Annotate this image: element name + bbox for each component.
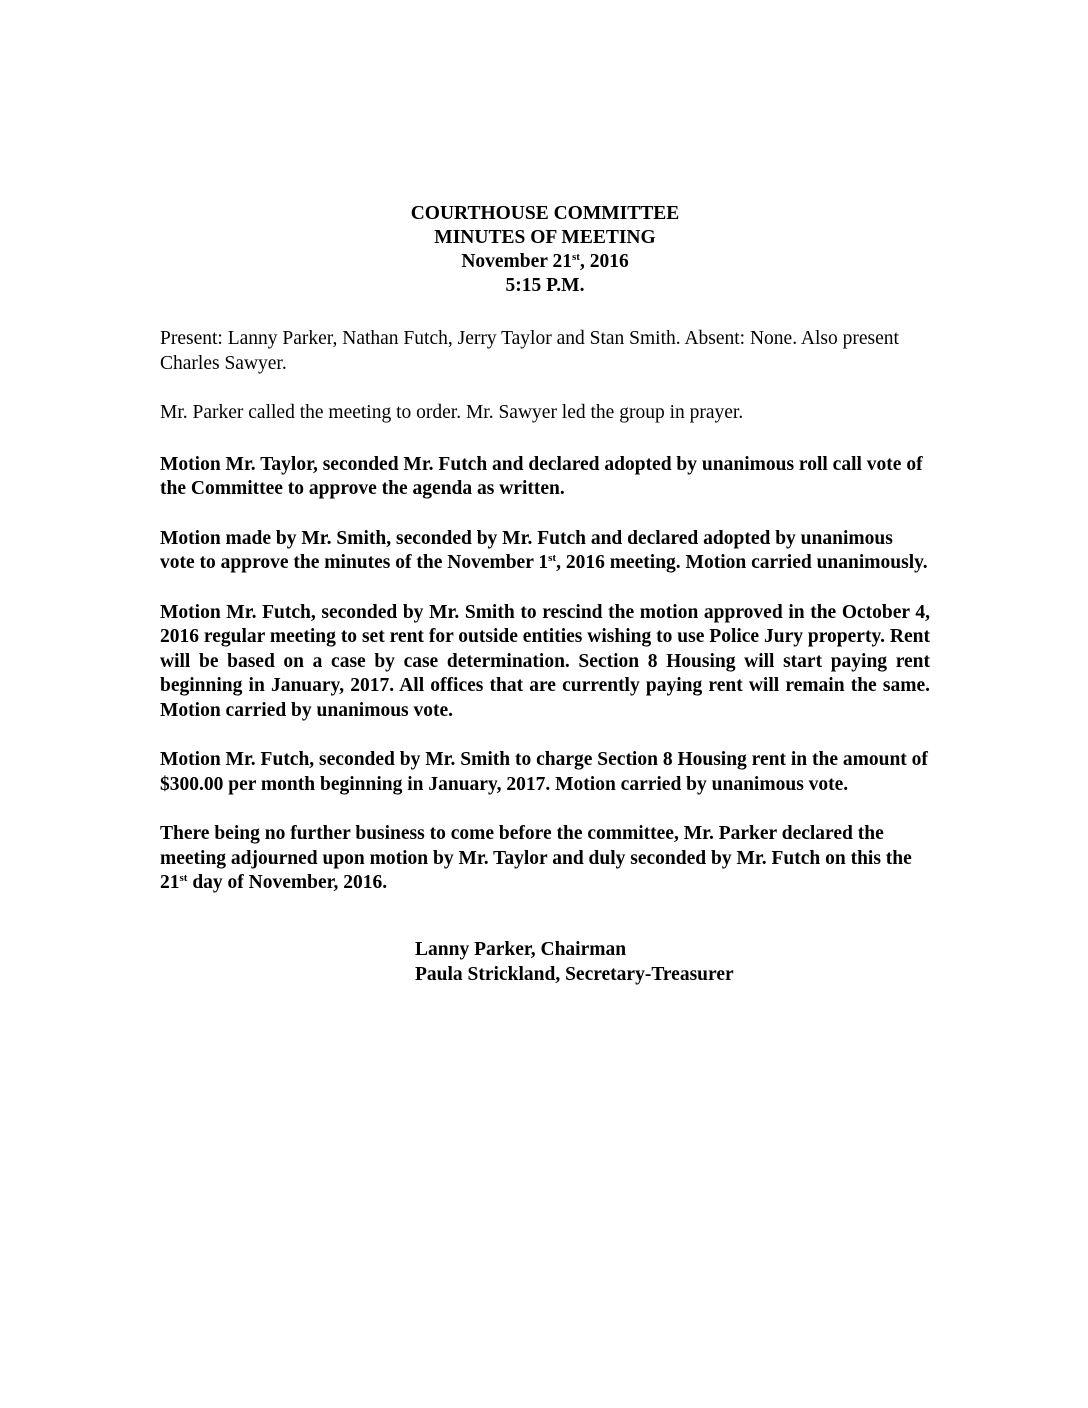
document-header	[160, 202, 930, 298]
motion-minutes-paragraph	[160, 527, 930, 576]
chairman-signature: Lanny Parker, Chairman	[415, 938, 627, 960]
signature-block	[415, 937, 930, 987]
meeting-date-year: , 2016	[579, 251, 629, 272]
minutes-document	[160, 202, 930, 987]
call-to-order-paragraph: Mr. Parker called the meeting to order. Mr. Sawyer led the group in prayer.	[160, 402, 744, 423]
meeting-date	[160, 250, 930, 274]
motion-agenda-paragraph: Motion Mr. Taylor, seconded Mr. Futch and declared adopted by unanimous roll call vote of the Committee to approve the agenda as written.	[160, 453, 923, 499]
motion-rescind-paragraph: Motion Mr. Futch, seconded by Mr. Smith to rescind the motion approved in the October 4, 2016 regular meeting to set rent for outside entities wishing to use Police Jury property. Rent will be based on a case by case determination. Section 8 Housing will start paying rent beginning in January, 2017. All offices that are currently paying rent will remain the same. Motion carried by unanimous vote.	[160, 601, 930, 721]
document-title: MINUTES OF MEETING	[434, 227, 656, 248]
motion-minutes-suffix: st	[548, 552, 557, 564]
adjournment-text: There being no further business to come before the committee, Mr. Parker declared the meeting adjourned upon motion by Mr. Taylor and duly seconded by Mr. Futch on this the 21	[160, 823, 912, 893]
committee-title: COURTHOUSE COMMITTEE	[410, 203, 680, 224]
meeting-date-text: November 21	[461, 251, 572, 272]
motion-minutes-text: Motion made by Mr. Smith, seconded by Mr. Futch and declared adopted by unanimous vote to approve the minutes of the November 1	[160, 527, 893, 573]
adjournment-suffix: st	[179, 872, 188, 884]
adjournment-paragraph	[160, 822, 930, 896]
motion-minutes-tail: , 2016 meeting. Motion carried unanimously.	[556, 552, 928, 573]
meeting-date-suffix: st	[571, 251, 580, 263]
motion-rent-paragraph: Motion Mr. Futch, seconded by Mr. Smith to charge Section 8 Housing rent in the amount of $300.00 per month beginning in January, 2017. Motion carried by unanimous vote.	[160, 749, 928, 795]
adjournment-tail: day of November, 2016.	[187, 872, 388, 893]
meeting-time: 5:15 P.M.	[505, 275, 585, 296]
attendance-paragraph: Present: Lanny Parker, Nathan Futch, Jerry Taylor and Stan Smith. Absent: None. Also present Charles Sawyer.	[160, 328, 899, 374]
secretary-signature: Paula Strickland, Secretary-Treasurer	[415, 963, 734, 985]
